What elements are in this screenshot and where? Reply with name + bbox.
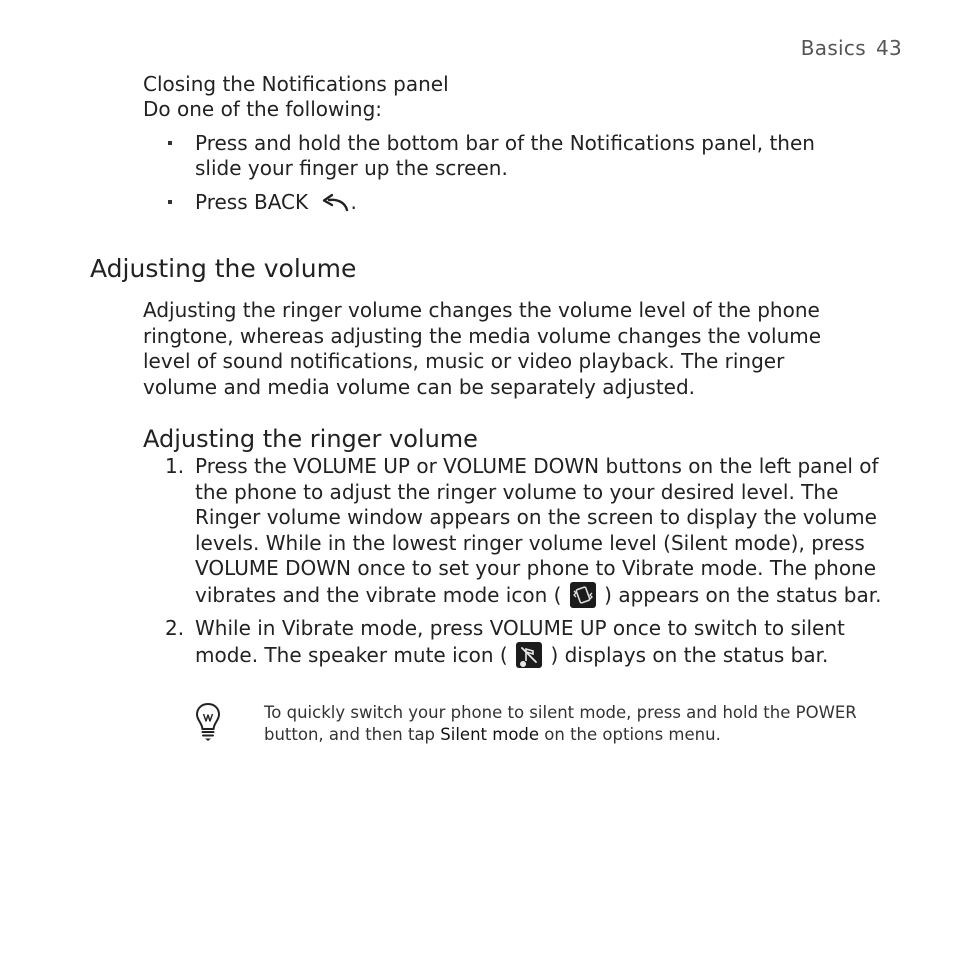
silent-mode-label: Silent mode [440,725,540,744]
ringer-volume-heading: Adjusting the ringer volume [143,425,478,453]
step-item [143,616,888,668]
ringer-steps-list [143,454,888,676]
bullet-text: Press and hold the bottom bar of the Notifications panel, then slide your finger up the screen. [195,131,815,180]
step-text: While in Vibrate mode, press VOLUME UP once to switch to silent mode. The speaker mute icon ( [195,616,845,667]
adjusting-volume-paragraph: Adjusting the ringer volume changes the volume level of the phone ringtone, whereas adjusting the media volume changes the volume level of sound notifications, music or video playback. The ringer volume and media volume can be separately adjusted. [143,298,822,399]
closing-intro: Do one of the following: [143,97,383,121]
speaker-mute-icon [516,642,542,668]
step-item [143,454,888,608]
step-text-after-icon: ) displays on the status bar. [550,642,829,667]
section-name: Basics [800,36,866,60]
closing-notifications-title: Closing the Notifications panel [143,72,449,96]
bullet-suffix: . [350,190,357,214]
step-number: 1. [165,454,185,478]
page-number: 43 [875,36,902,60]
step-text: Press the VOLUME UP or VOLUME DOWN buttons on the left panel of the phone to adjust the ringer volume to your desired level. The Ringer volume window appears on the screen to display the volume levels. While in the lowest ringer volume level (Silent mode), press VOLUME DOWN once to set your phone to Vibrate mode. The phone vibrates and the vibrate mode icon ( [195,454,879,607]
step-text-after-icon: ) appears on the status bar. [604,582,882,607]
bullet-item [143,190,863,219]
lightbulb-icon [195,702,221,746]
page-header [801,36,902,60]
bullet-item [143,131,863,181]
adjusting-volume-heading: Adjusting the volume [90,254,357,283]
step-number: 2. [165,616,185,640]
bullet-dot [168,200,172,204]
tip-text [264,702,864,746]
back-arrow-icon [320,193,350,219]
closing-bullet-list [143,131,863,228]
vibrate-mode-icon [570,582,596,608]
bullet-text: Press BACK [195,190,309,214]
bullet-dot [168,141,172,145]
tip-text-before: To quickly switch your phone to silent mode, press and hold the POWER button, and then tap [264,703,857,744]
tip-text-after: on the options menu. [539,725,721,744]
